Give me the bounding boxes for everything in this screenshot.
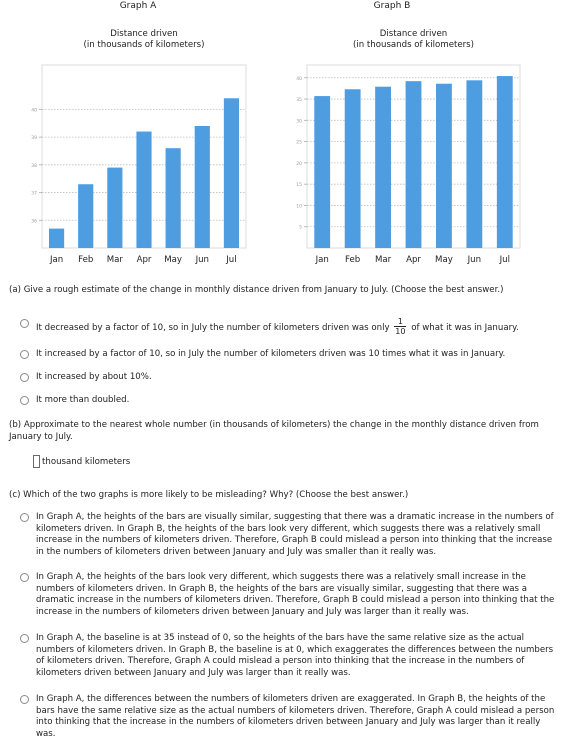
option-text: It increased by a factor of 10, so in July the number of kilometers driven was 10 times what it was in January.: [36, 349, 506, 359]
radio-button[interactable]: [20, 513, 29, 522]
fraction-numerator: 1: [394, 317, 406, 327]
part-c-option-1[interactable]: [20, 512, 556, 558]
x-tick-label: May: [435, 255, 453, 265]
part-c-question: (c) Which of the two graphs is more likely to be misleading? Why? (Choose the best answer.): [9, 490, 409, 500]
bar-mar: [375, 87, 391, 248]
bar-jul: [224, 98, 239, 248]
x-tick-label: Feb: [345, 255, 361, 265]
part-b-question: (b) Approximate to the nearest whole number (in thousands of kilometers) the change in the monthly distance driven from January to July.: [9, 420, 539, 442]
option-text: In Graph A, the baseline is at 35 instead of 0, so the heights of the bars have the same relative size as the actual numbers of kilometers driven. In Graph B, the baseline is at 0, which exaggerates the differences between the numbers of kilometers driven. Therefore, Graph A could mislead a person into thinking that the increase in the numbers of kilometers driven between January and July was larger than it really was.: [36, 633, 554, 678]
bar-may: [436, 84, 452, 248]
part-a-question: (a) Give a rough estimate of the change in monthly distance driven from January to July. (Choose the best answer.): [9, 285, 504, 295]
graph-a-title: Graph A: [119, 1, 157, 11]
option-text: In Graph A, the heights of the bars look very different, which suggests there was a relatively small increase in the numbers of kilometers driven. In Graph B, the heights of the bars are visually similar, suggesting that there was a dramatic increase in the numbers of kilometers driven. Therefore, Graph B could mislead a person into thinking that the increase in the numbers of kilometers driven between January and July was larger than it really was.: [36, 572, 555, 617]
x-tick-label: Jun: [467, 255, 482, 265]
radio-button[interactable]: [20, 396, 29, 405]
bar-feb: [78, 184, 93, 248]
answer-unit: thousand kilometers: [42, 456, 131, 467]
option-text: In Graph A, the heights of the bars are visually similar, suggesting that there was a dramatic increase in the numbers of kilometers driven. In Graph B, the heights of the bars look very different, which suggests there was a relatively small increase in the numbers of kilometers driven. Therefore, Graph B could mislead a person into thinking that the increase in the numbers of kilometers driven between January and July was smaller than it really was.: [36, 512, 554, 557]
y-tick-label: 40: [296, 76, 302, 82]
chart-title-line1: Distance driven: [379, 29, 448, 39]
graph-b-title: Graph B: [373, 1, 411, 11]
option-text: It more than doubled.: [36, 395, 130, 405]
option-text: It increased by about 10%.: [36, 372, 152, 382]
x-tick-label: Jul: [499, 255, 510, 265]
y-tick-label: 37: [31, 191, 37, 197]
chart-title-line2: (in thousands of kilometers): [353, 40, 474, 50]
y-tick-label: 40: [31, 108, 37, 114]
y-tick-label: 36: [31, 219, 37, 225]
part-b-answer-row: [33, 455, 130, 468]
y-tick-label: 39: [31, 136, 37, 142]
option-text-after: of what it was in January.: [411, 323, 519, 333]
x-tick-label: Feb: [78, 255, 94, 265]
part-c-option-2[interactable]: [20, 572, 556, 618]
graph-b-chart: [272, 22, 542, 270]
part-a-option-3[interactable]: [20, 372, 555, 384]
x-tick-label: Jan: [315, 255, 329, 265]
option-text: In Graph A, the differences between the numbers of kilometers driven are exaggerated. In Graph B, the heights of the bars have the same relative size as the actual numbers of kilometers driven. Therefore, Graph A could mislead a person into thinking that the increase in the numbers of kilometers driven between January and July was larger than it really was.: [36, 694, 555, 739]
x-tick-label: Jul: [226, 255, 237, 265]
answer-input[interactable]: [33, 455, 40, 468]
radio-button[interactable]: [20, 373, 29, 382]
y-tick-label: 35: [296, 98, 302, 104]
y-tick-label: 5: [299, 225, 302, 231]
bar-jul: [497, 76, 513, 248]
part-a-option-4[interactable]: [20, 395, 555, 407]
radio-button[interactable]: [20, 319, 29, 328]
bar-jun: [195, 126, 210, 248]
y-tick-label: 15: [296, 183, 302, 189]
bar-jun: [466, 80, 482, 248]
x-tick-label: Mar: [374, 255, 392, 265]
x-tick-label: Mar: [106, 255, 123, 265]
part-a-option-2[interactable]: [20, 349, 555, 361]
chart-title-line2: (in thousands of kilometers): [83, 40, 205, 50]
x-tick-label: Apr: [136, 255, 152, 265]
x-tick-label: Jun: [195, 255, 210, 265]
bar-feb: [345, 89, 361, 248]
y-tick-label: 25: [296, 140, 302, 146]
fraction: [394, 317, 406, 336]
x-tick-label: May: [164, 255, 183, 265]
radio-button[interactable]: [20, 350, 29, 359]
bar-apr: [136, 132, 151, 248]
bar-mar: [107, 168, 122, 248]
graph-a-chart: [0, 22, 270, 270]
y-tick-label: 38: [31, 163, 37, 169]
radio-button[interactable]: [20, 573, 29, 582]
x-tick-label: Jan: [49, 255, 64, 265]
y-tick-label: 20: [296, 161, 302, 167]
bar-may: [166, 148, 181, 248]
part-c-option-4[interactable]: [20, 694, 556, 740]
bar-jan: [49, 229, 64, 248]
y-tick-label: 10: [296, 204, 302, 210]
bar-apr: [406, 81, 422, 248]
part-c-option-3[interactable]: [20, 633, 556, 679]
chart-title-line1: Distance driven: [110, 29, 178, 39]
radio-button[interactable]: [20, 695, 29, 704]
x-tick-label: Apr: [406, 255, 421, 265]
y-tick-label: 30: [296, 119, 302, 125]
bar-jan: [314, 96, 330, 248]
radio-button[interactable]: [20, 634, 29, 643]
fraction-denominator: 10: [395, 327, 406, 336]
option-text-before: It decreased by a factor of 10, so in July the number of kilometers driven was only: [36, 323, 390, 333]
part-a-option-1[interactable]: [20, 318, 555, 337]
